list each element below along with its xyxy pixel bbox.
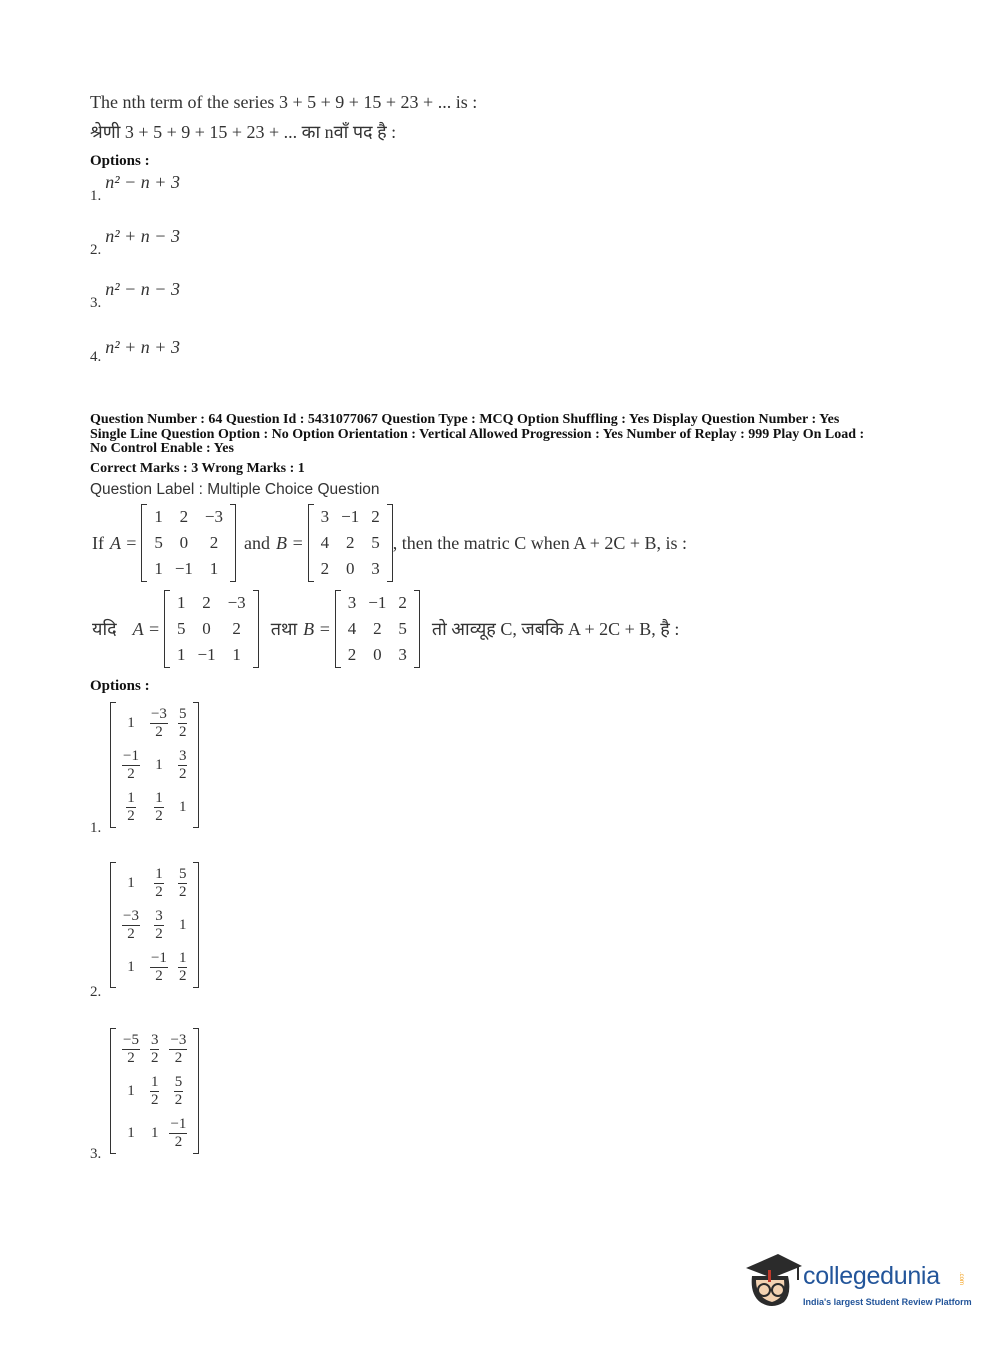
matrix-cell: −1 — [368, 593, 387, 612]
eq-a-label-hindi: A = — [132, 618, 160, 639]
matrix-option-3[interactable] — [90, 1028, 187, 1162]
fraction — [150, 1074, 160, 1109]
matrix-cell — [145, 702, 173, 744]
matrix-cell: 3 — [320, 507, 330, 526]
matrix-row — [315, 556, 386, 582]
question-text-english: The nth term of the series 3 + 5 + 9 + 15 + 23 + ... is : — [90, 92, 478, 112]
question-2-english — [92, 504, 687, 582]
matrix-cell — [145, 1070, 165, 1112]
numerator: −5 — [123, 1031, 139, 1048]
numerator: 1 — [155, 789, 163, 806]
denominator: 2 — [150, 1091, 159, 1108]
matrix-cell — [173, 744, 193, 786]
numerator: 1 — [150, 1073, 159, 1090]
option-number: 3. — [90, 295, 102, 311]
denominator: 2 — [155, 807, 163, 824]
options-heading: Options : — [90, 153, 150, 169]
matrix-cell — [164, 1070, 192, 1112]
numerator: −1 — [170, 1115, 187, 1132]
fraction — [154, 908, 164, 943]
matrix-cell: 1 — [127, 714, 135, 731]
matrix-cell: 1 — [177, 593, 186, 612]
numerator: 5 — [174, 1073, 183, 1090]
numerator: −3 — [150, 705, 167, 722]
eq-if: If — [92, 532, 104, 553]
fraction — [126, 790, 136, 825]
matrix-cell: 5 — [177, 619, 186, 638]
matrix-cell: 0 — [373, 645, 382, 664]
matrix-cell — [117, 1028, 145, 1070]
matrix-cell — [173, 946, 193, 988]
matrix-cell: 1 — [232, 645, 241, 664]
matrix-cell: −3 — [227, 593, 246, 612]
metadata-line-1: Question Number : 64 Question Id : 5431077067 Question Type : MCQ Option Shuffling : Yes Display Question Number : Yes — [90, 412, 840, 427]
matrix-row — [148, 504, 229, 530]
fraction — [154, 866, 164, 901]
denominator: 2 — [127, 807, 135, 824]
matrix-cell: 0 — [179, 533, 189, 552]
denominator: 2 — [178, 765, 187, 782]
matrix-cell: 1 — [154, 507, 163, 526]
matrix-cell: 2 — [345, 533, 355, 552]
matrix-cell: 2 — [320, 559, 330, 578]
matrix-cell: 5 — [398, 619, 407, 638]
denominator: 2 — [174, 1049, 183, 1066]
denominator: 2 — [178, 883, 187, 900]
denominator: 2 — [127, 1049, 135, 1066]
matrix-row — [117, 744, 192, 786]
matrix-row — [171, 590, 252, 616]
option-number: 3. — [90, 1146, 102, 1162]
denominator: 2 — [155, 967, 163, 984]
numerator: 1 — [127, 789, 135, 806]
matrix-cell: 1 — [150, 1124, 159, 1141]
matrix-cell: 2 — [347, 645, 357, 664]
eq-b-label: B = — [276, 532, 304, 553]
matrix-row — [342, 590, 413, 616]
matrix-cell: 1 — [127, 1124, 135, 1141]
matrix-cell: −1 — [174, 559, 193, 578]
fraction — [178, 950, 188, 985]
matrix-row — [117, 1028, 192, 1070]
matrix-cell: 0 — [202, 619, 211, 638]
marks-info: Correct Marks : 3 Wrong Marks : 1 — [90, 461, 305, 476]
matrix-row — [117, 862, 192, 904]
matrix-cell: 1 — [127, 958, 135, 975]
fraction — [150, 950, 168, 985]
matrix-cell — [145, 904, 173, 946]
matrix-cell: 1 — [177, 645, 186, 664]
matrix-row — [148, 556, 229, 582]
option-expression: n² − n − 3 — [105, 279, 180, 299]
question-text-hindi: श्रेणी 3 + 5 + 9 + 15 + 23 + ... का nवाँ पद है : — [90, 122, 397, 142]
fraction — [150, 1032, 160, 1067]
matrix-cell — [145, 786, 173, 828]
option-2[interactable] — [90, 226, 180, 258]
question-2-hindi — [92, 590, 679, 668]
matrix-row — [117, 1112, 192, 1154]
matrix-a-hindi — [164, 590, 259, 668]
option-matrix — [110, 702, 199, 828]
fraction — [122, 748, 140, 783]
matrix-cell: 2 — [209, 533, 219, 552]
matrix-cell: 1 — [209, 559, 219, 578]
matrix-cell: 4 — [347, 619, 357, 638]
fraction — [169, 1116, 187, 1151]
option-number: 2. — [90, 242, 102, 258]
matrix-row — [117, 1070, 192, 1112]
matrix-cell: 3 — [371, 559, 380, 578]
matrix-cell: 0 — [345, 559, 355, 578]
matrix-row — [148, 530, 229, 556]
numerator: 1 — [178, 949, 187, 966]
matrix-cell: 1 — [178, 916, 187, 933]
matrix-cell: −3 — [204, 507, 224, 526]
logo-domain-suffix: .com — [958, 1272, 964, 1286]
matrix-cell — [145, 862, 173, 904]
matrix-cell: −1 — [197, 645, 216, 664]
matrix-cell — [173, 702, 193, 744]
matrix-cell: −1 — [341, 507, 360, 526]
matrix-cell — [117, 904, 145, 946]
matrix-cell: 1 — [154, 559, 163, 578]
eq-b-label-hindi: B = — [303, 618, 331, 639]
matrix-cell: 5 — [154, 533, 163, 552]
metadata-line-3: No Control Enable : Yes — [90, 441, 234, 456]
numerator: −3 — [123, 907, 139, 924]
denominator: 2 — [178, 967, 187, 984]
option-3[interactable] — [90, 279, 180, 311]
matrix-cell: 2 — [202, 593, 211, 612]
matrix-cell — [117, 786, 145, 828]
matrix-cell: 1 — [155, 756, 163, 773]
option-number: 2. — [90, 984, 102, 1000]
numerator: −3 — [170, 1031, 187, 1048]
numerator: 5 — [178, 865, 187, 882]
denominator: 2 — [155, 883, 163, 900]
fraction — [178, 866, 188, 901]
denominator: 2 — [174, 1091, 183, 1108]
matrix-cell: 2 — [398, 593, 407, 612]
fraction — [178, 706, 188, 741]
matrix-cell: 1 — [127, 874, 135, 891]
numerator: 3 — [178, 747, 187, 764]
eq-tail: , then the matric C when A + 2C + B, is : — [392, 532, 688, 553]
denominator: 2 — [155, 723, 163, 740]
eq-if-hindi: यदि — [92, 619, 117, 639]
numerator: −1 — [150, 949, 167, 966]
denominator: 2 — [127, 765, 135, 782]
matrix-option-2[interactable] — [90, 862, 187, 1000]
numerator: 1 — [155, 865, 163, 882]
matrix-cell: 3 — [398, 645, 407, 664]
denominator: 2 — [155, 925, 163, 942]
numerator: 3 — [155, 907, 163, 924]
matrix-cell — [145, 1028, 165, 1070]
matrix-cell: 5 — [371, 533, 380, 552]
matrix-row — [171, 642, 252, 668]
fraction — [169, 1032, 187, 1067]
numerator: −1 — [123, 747, 139, 764]
matrix-row — [171, 616, 252, 642]
matrix-row — [342, 616, 413, 642]
option-expression: n² + n + 3 — [105, 337, 180, 357]
matrix-row — [315, 504, 386, 530]
eq-and-hindi: तथा — [270, 619, 298, 639]
option-number: 1. — [90, 820, 102, 836]
matrix-cell — [164, 1112, 192, 1154]
eq-a-label: A = — [110, 532, 138, 553]
matrix-b-hindi — [335, 590, 420, 668]
matrix-row — [315, 530, 386, 556]
matrix-b — [308, 504, 393, 582]
matrix-cell: 3 — [347, 593, 357, 612]
matrix-row — [117, 702, 192, 744]
matrix-option-1[interactable] — [90, 702, 187, 836]
matrix-a — [141, 504, 236, 582]
collegedunia-mascot-icon — [742, 1250, 804, 1316]
eq-and: and — [244, 532, 271, 553]
question-label: Question Label : Multiple Choice Question — [90, 481, 380, 498]
matrix-cell: 2 — [371, 507, 380, 526]
matrix-cell — [117, 744, 145, 786]
matrix-cell — [164, 1028, 192, 1070]
option-expression: n² − n + 3 — [105, 172, 180, 192]
option-1[interactable] — [90, 172, 180, 204]
matrix-row — [117, 946, 192, 988]
denominator: 2 — [178, 723, 187, 740]
denominator: 2 — [174, 1133, 183, 1150]
matrix-cell — [145, 946, 173, 988]
metadata-line-2: Single Line Question Option : No Option Orientation : Vertical Allowed Progression : Yes Number of Replay : 999 Play On Load : — [90, 426, 865, 442]
logo-tagline: India's largest Student Review Platform — [803, 1297, 972, 1307]
fraction — [122, 908, 140, 943]
numerator: 3 — [150, 1031, 159, 1048]
numerator: 5 — [178, 705, 187, 722]
matrix-cell: 1 — [178, 798, 187, 815]
option-expression: n² + n − 3 — [105, 226, 180, 246]
matrix-row — [342, 642, 413, 668]
fraction — [174, 1074, 184, 1109]
matrix-row — [117, 786, 192, 828]
fraction — [178, 748, 188, 783]
logo-wordmark: collegedunia — [803, 1262, 940, 1290]
matrix-cell: 4 — [320, 533, 330, 552]
eq-tail-hindi: तो आव्यूह C, जबकि A + 2C + B, है : — [431, 619, 680, 639]
option-matrix — [110, 862, 199, 988]
option-number: 4. — [90, 349, 102, 365]
option-4[interactable] — [90, 337, 180, 365]
matrix-cell — [173, 862, 193, 904]
matrix-cell: 2 — [232, 619, 241, 638]
matrix-cell: 1 — [127, 1082, 135, 1099]
matrix-cell: 2 — [179, 507, 189, 526]
denominator: 2 — [150, 1049, 159, 1066]
fraction — [122, 1032, 140, 1067]
option-number: 1. — [90, 188, 102, 204]
question-metadata — [90, 413, 950, 457]
options-heading-2: Options : — [90, 678, 150, 694]
option-matrix — [110, 1028, 199, 1154]
denominator: 2 — [127, 925, 135, 942]
fraction — [150, 706, 168, 741]
matrix-cell: 2 — [373, 619, 382, 638]
matrix-row — [117, 904, 192, 946]
fraction — [154, 790, 164, 825]
